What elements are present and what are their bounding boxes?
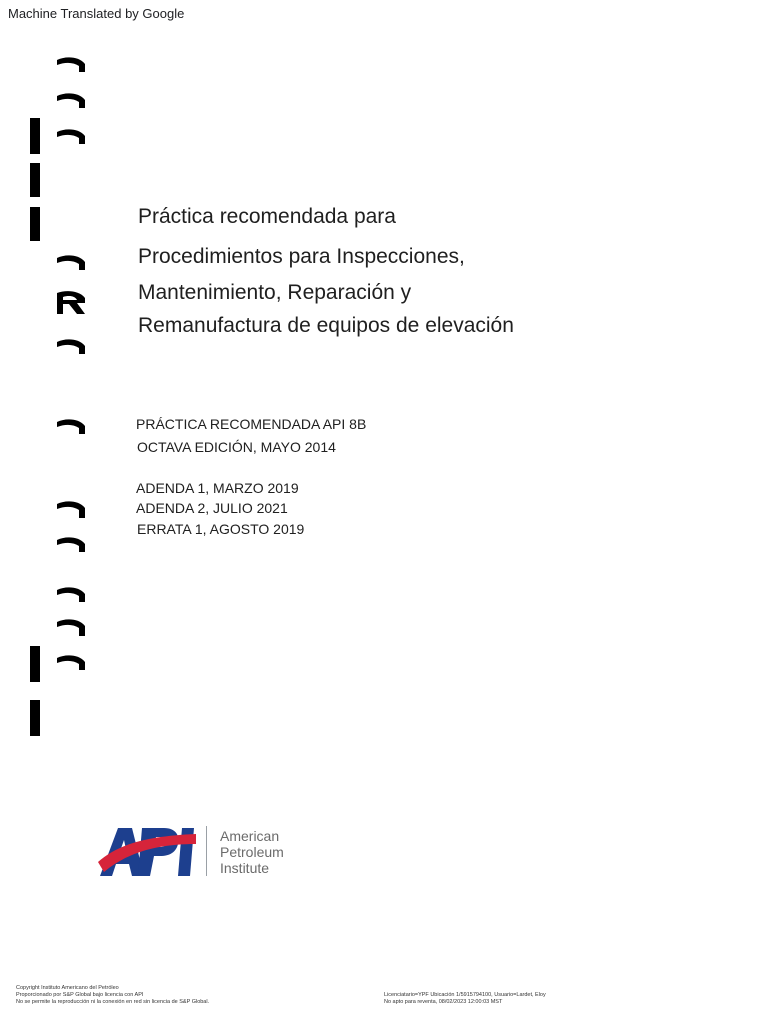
margin-hook-mark — [55, 254, 87, 272]
margin-hook-mark — [55, 586, 87, 604]
margin-hook-mark — [55, 338, 87, 356]
margin-bar — [30, 163, 40, 197]
edition-date: OCTAVA EDICIÓN, MAYO 2014 — [137, 439, 336, 455]
document-title-line: Procedimientos para Inspecciones, — [138, 245, 465, 268]
machine-translation-banner: Machine Translated by Google — [8, 6, 185, 21]
logo-text-line: Petroleum — [220, 844, 284, 860]
margin-r-mark — [55, 290, 87, 316]
margin-hook-mark — [55, 418, 87, 436]
footer-reproduction-notice: No se permite la reproducción ni la conexión en red sin licencia de S&P Global. — [16, 999, 210, 1005]
footer-licensee: Licenciatario=YPF Ubicación 1/5915794100, Usuario=Lardet, Eloy — [384, 992, 546, 998]
standard-designation: PRÁCTICA RECOMENDADA API 8B — [136, 416, 367, 432]
margin-bar — [30, 118, 40, 154]
footer-resale-notice: No apto para reventa, 08/02/2023 12:00:03 MST — [384, 999, 503, 1005]
margin-hook-mark — [55, 654, 87, 672]
margin-hook-mark — [55, 536, 87, 554]
footer-provider: Proporcionado por S&P Global bajo licencia con API — [16, 992, 144, 998]
api-logo-mark-icon — [98, 822, 198, 878]
margin-hook-mark — [55, 56, 87, 74]
addendum-1: ADENDA 1, MARZO 2019 — [136, 480, 299, 496]
margin-hook-mark — [55, 618, 87, 638]
margin-bar — [30, 646, 40, 682]
document-title-line: Remanufactura de equipos de elevación — [138, 314, 514, 337]
footer-copyright: Copyright Instituto Americano del Petróleo — [16, 985, 119, 991]
margin-hook-mark — [55, 500, 87, 520]
addendum-2: ADENDA 2, JULIO 2021 — [136, 500, 288, 516]
logo-text-line: Institute — [220, 860, 270, 876]
document-title-line: Mantenimiento, Reparación y — [138, 281, 412, 304]
logo-divider — [206, 826, 207, 876]
errata-1: ERRATA 1, AGOSTO 2019 — [137, 521, 305, 537]
document-title-line: Práctica recomendada para — [138, 205, 396, 228]
margin-hook-mark — [55, 92, 87, 110]
margin-hook-mark — [55, 128, 87, 146]
margin-bar — [30, 700, 40, 736]
margin-bar — [30, 207, 40, 241]
logo-text-line: American — [220, 828, 280, 844]
